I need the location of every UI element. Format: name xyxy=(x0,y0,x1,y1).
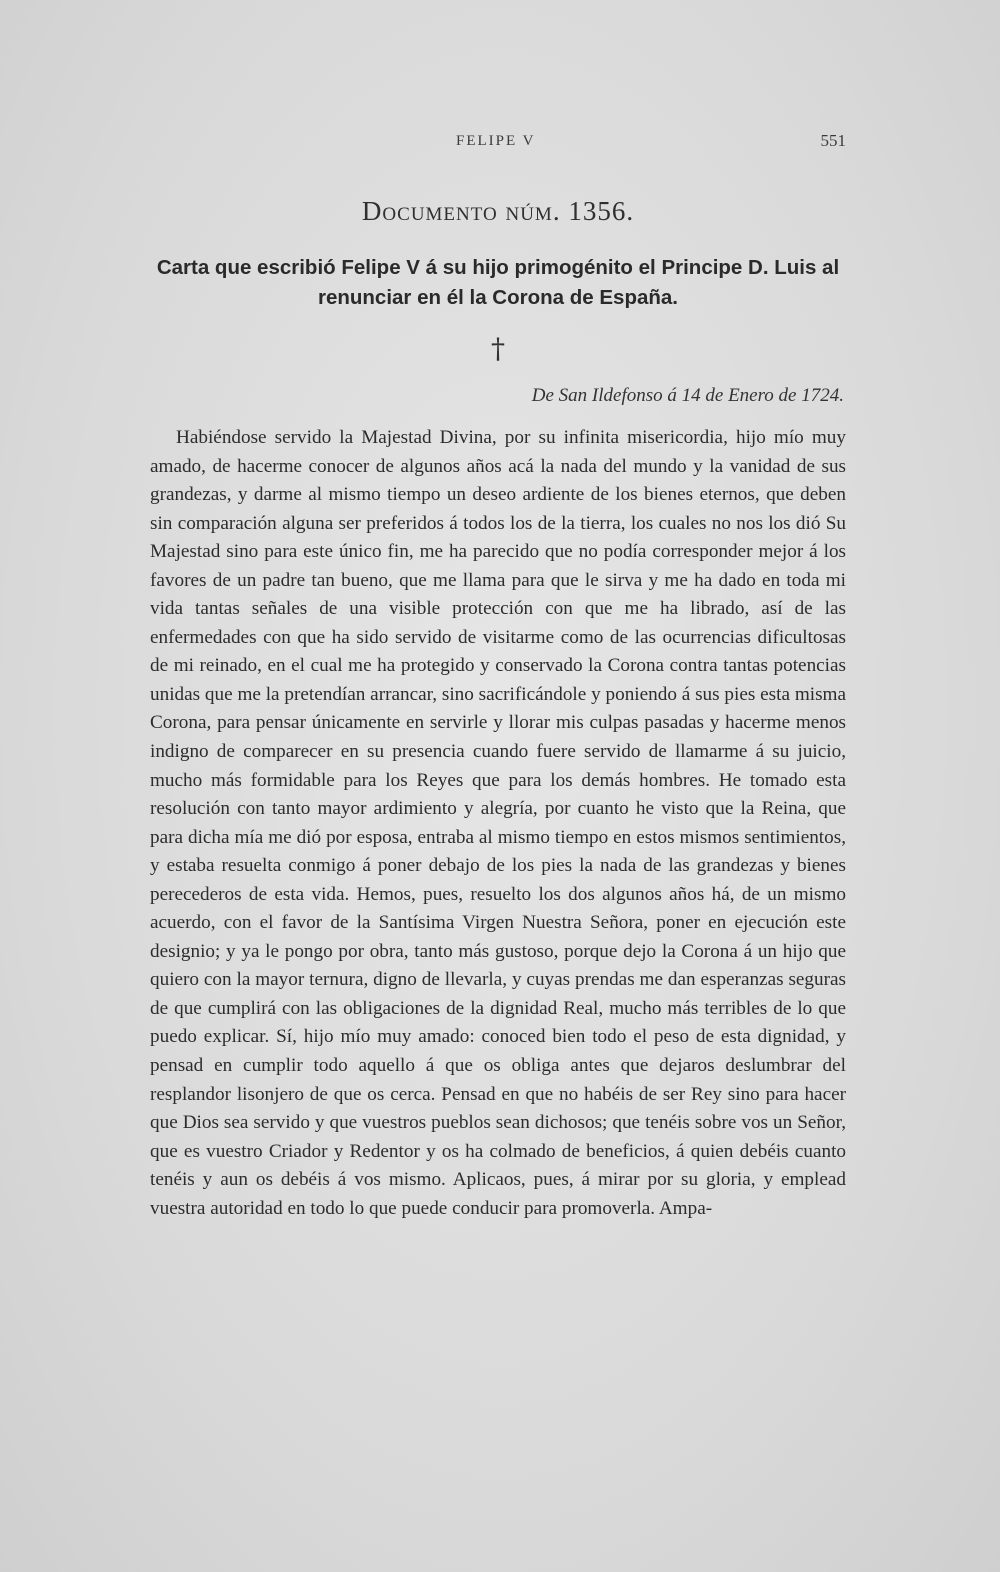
dateline: De San Ildefonso á 14 de Enero de 1724. xyxy=(531,385,844,406)
page-number: 551 xyxy=(820,131,846,150)
letter-body: Habiéndose servido la Majestad Divina, por su infinita misericordia, hijo mío muy amado, de hacerme conocer de algunos años acá la nada del mundo y la vanidad de sus grandezas, y darme al mismo tiempo un deseo ardiente de los bienes eternos, que deben sin comparación alguna ser preferidos á todos los de la tierra, los cuales no nos los dió Su Majestad sino para este único fin, me ha parecido que no podía corresponder mejor á los favores de un padre tan bueno, que me llama para que le sirva y me ha dado en toda mi vida tantas señales de una visible protección con que me ha librado, así de las enfermedades con que ha sido servido de visitarme como de las ocurrencias dificultosas de mi reinado, en el cual me ha protegido y conservado la Corona contra tantas potencias unidas que me la pretendían arrancar, sino sacrificándole y poniendo á sus pies esta misma Corona, para pensar únicamente en servirle y llorar mis culpas pasadas y hacerme menos indigno de comparecer en su presencia cuando fuere servido de llamarme á su juicio, mucho más formidable para los Reyes que para los demás hombres. He tomado esta resolución con tanto mayor ardimiento y alegría, por cuanto he visto que la Reina, que para dicha mía me dió por esposa, entraba al mismo tiempo en estos mismos sentimientos, y estaba resuelta conmigo á poner debajo de los pies la nada de las grandezas y bienes perecederos de esta vida. Hemos, pues, resuelto los dos algunos años há, de un mismo acuerdo, con el favor de la Santísima Virgen Nuestra Señora, poner en ejecución este designio; y ya le pongo por obra, tanto más gustoso, porque dejo la Corona á un hijo que quiero con la mayor ternura, digno de llevarla, y cuyas prendas me dan esperanzas seguras de que cumplirá con las obligaciones de la dignidad Real, mucho más terribles de lo que puedo explicar. Sí, hijo mío muy amado: conoced bien todo el peso de esta dignidad, y pensad en cumplir todo aquello á que os obliga antes que dejaros deslumbrar del resplandor lisonjero de que os cerca. Pensad en que no habéis de ser Rey sino para hacer que Dios sea servido y que vuestros pueblos sean dichosos; que tenéis sobre vos un Señor, que es vuestro Criador y Redentor y os ha colmado de beneficios, á quien debéis cuanto tenéis y aun os debéis á vos mismo. Aplicaos, pues, á mirar por su gloria, y emplead vuestra autoridad en todo lo que puede conducir para promoverla. Ampa- xyxy=(150,427,846,1219)
document-title: Carta que escribió Felipe V á su hijo primogénito el Principe D. Luis al renunciar en él la Corona de España. xyxy=(156,256,840,309)
running-title: FELIPE V xyxy=(456,133,536,149)
running-head xyxy=(150,131,846,155)
document-number: Documento núm. 1356. xyxy=(361,196,635,226)
cross-ornament: † xyxy=(491,332,505,365)
